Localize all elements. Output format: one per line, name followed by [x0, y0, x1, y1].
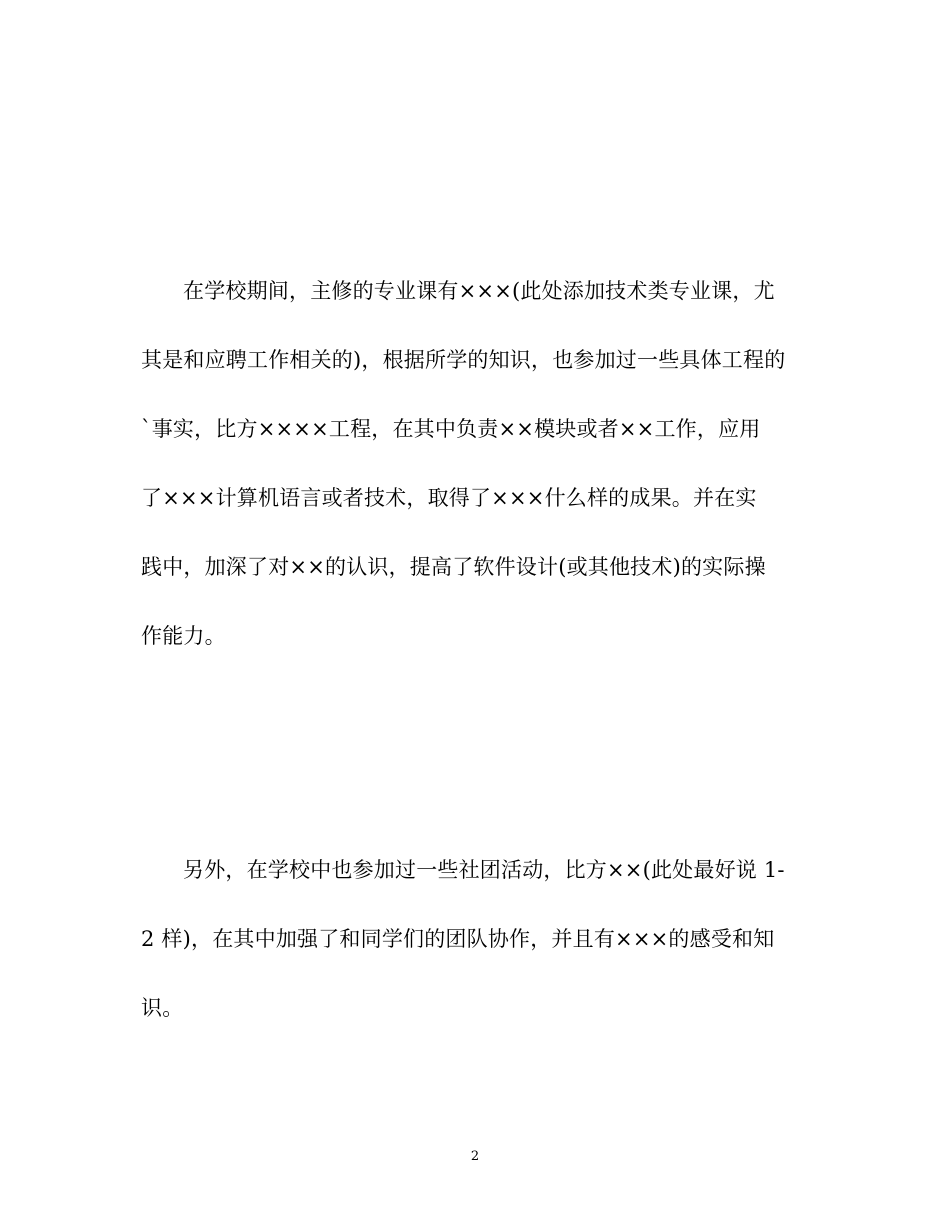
paragraph-1-line-3: `事实，比方××××工程，在其中负责××模块或者××工作，应用: [141, 417, 761, 441]
paragraph-1-line-4: 了×××计算机语言或者技术，取得了×××什么样的成果。并在实: [141, 486, 757, 510]
paragraph-1-line-1: 在学校期间，主修的专业课有×××(此处添加技术类专业课，尤: [183, 279, 775, 303]
paragraph-2-line-3: 识。: [141, 996, 184, 1020]
paragraph-2-line-2: 2 样)，在其中加强了和同学们的团队协作，并且有×××的感受和知: [141, 927, 775, 951]
page-number: 2: [470, 1149, 480, 1164]
paragraph-1-line-5: 践中，加深了对××的认识，提高了软件设计(或其他技术)的实际操: [141, 555, 766, 579]
paragraph-1-line-2: 其是和应聘工作相关的)，根据所学的知识，也参加过一些具体工程的: [141, 348, 786, 372]
paragraph-1-line-6: 作能力。: [141, 624, 226, 648]
paragraph-2-line-1: 另外，在学校中也参加过一些社团活动，比方××(此处最好说 1-: [183, 858, 785, 882]
